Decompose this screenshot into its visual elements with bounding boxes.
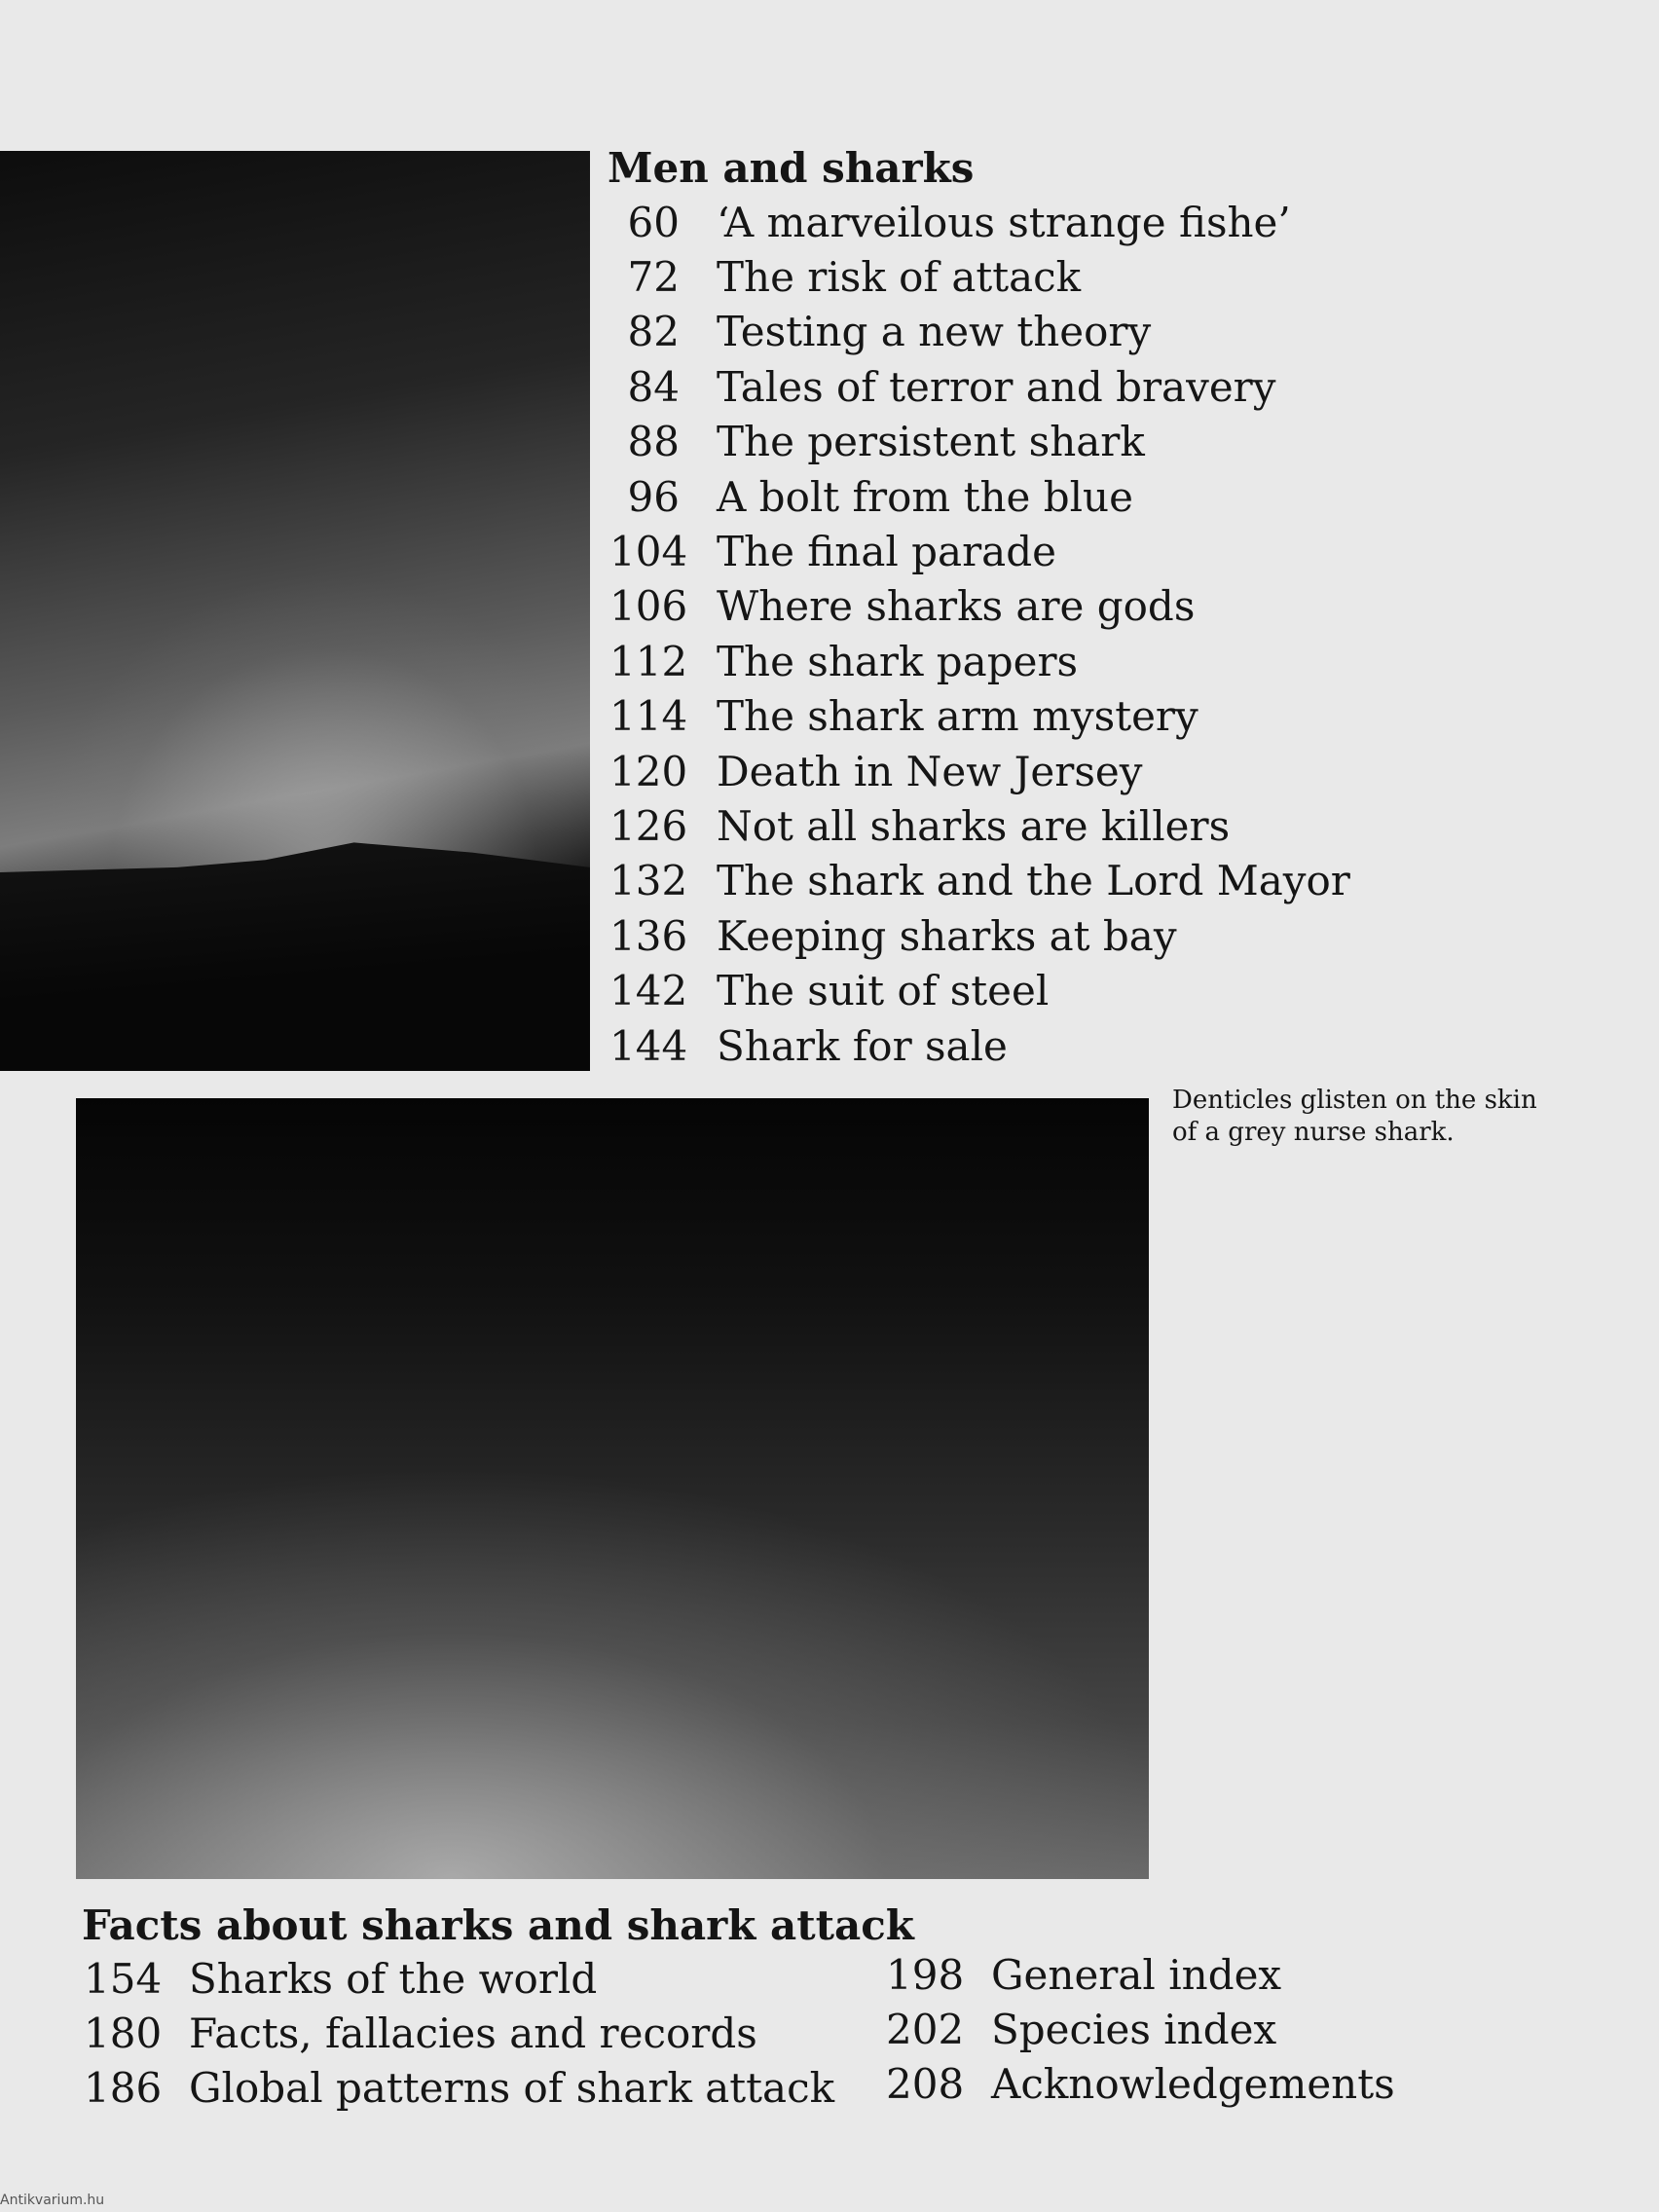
toc-entry <box>609 469 1350 524</box>
entry-title: Keeping sharks at bay <box>717 911 1177 960</box>
toc-entry <box>609 305 1350 359</box>
page-number: 88 <box>627 418 680 466</box>
page-number: 84 <box>627 362 680 411</box>
page-number: 144 <box>609 1021 688 1070</box>
toc-entry <box>609 744 1350 798</box>
toc-entry <box>609 249 1350 304</box>
entry-title: Testing a new theory <box>717 308 1152 356</box>
toc-entry <box>609 524 1350 578</box>
toc-entry <box>886 2002 1395 2056</box>
entry-title: Not all sharks are killers <box>717 801 1231 850</box>
page-number: 104 <box>609 528 688 576</box>
toc-entry <box>609 634 1350 688</box>
toc-entry <box>84 2060 834 2115</box>
photo-shadow-fold <box>0 823 590 1071</box>
page-number: 186 <box>84 2063 163 2112</box>
page-number: 154 <box>84 1954 163 2003</box>
page-number: 112 <box>609 637 688 685</box>
toc-entry <box>84 1951 834 2006</box>
page-number: 180 <box>84 2009 163 2057</box>
toc-entry <box>84 2006 834 2060</box>
toc-entry <box>609 689 1350 744</box>
toc-list-men-and-sharks <box>609 195 1350 1073</box>
entry-title: The shark papers <box>717 637 1079 685</box>
section-heading-men-and-sharks: Men and sharks <box>608 144 975 192</box>
section-heading-facts: Facts about sharks and shark attack <box>82 1901 914 1949</box>
toc-entry <box>609 854 1350 908</box>
entry-title: Global patterns of shark attack <box>189 2063 835 2112</box>
watermark-text: Antikvarium.hu <box>0 2193 105 2208</box>
caption-line: of a grey nurse shark. <box>1172 1118 1455 1147</box>
page-number: 126 <box>609 801 688 850</box>
entry-title: Acknowledgements <box>991 2059 1395 2108</box>
toc-entry <box>609 908 1350 963</box>
entry-title: The shark arm mystery <box>717 692 1198 741</box>
page-number: 82 <box>627 308 680 356</box>
page-number: 114 <box>609 692 688 741</box>
entry-title: The final parade <box>717 528 1056 576</box>
entry-title: The shark and the Lord Mayor <box>717 857 1350 905</box>
toc-entry <box>609 579 1350 634</box>
entry-title: General index <box>991 1950 1282 1999</box>
photo-caption <box>1172 1085 1581 1149</box>
entry-title: Shark for sale <box>717 1021 1008 1070</box>
entry-title: The risk of attack <box>717 253 1082 302</box>
toc-entry <box>886 2056 1395 2111</box>
toc-entry <box>609 359 1350 414</box>
page-number: 208 <box>886 2059 965 2108</box>
entry-title: The suit of steel <box>717 967 1050 1015</box>
page-number: 72 <box>627 253 680 302</box>
toc-entry <box>609 195 1350 249</box>
entry-title: Facts, fallacies and records <box>189 2009 757 2057</box>
entry-title: Death in New Jersey <box>717 747 1143 795</box>
page-number: 132 <box>609 857 688 905</box>
toc-list-facts-right <box>886 1947 1395 2111</box>
entry-title: Species index <box>991 2005 1277 2053</box>
entry-title: Sharks of the world <box>189 1954 598 2003</box>
entry-title: A bolt from the blue <box>717 472 1133 521</box>
page-number: 142 <box>609 967 688 1015</box>
page-number: 120 <box>609 747 688 795</box>
entry-title: Tales of terror and bravery <box>717 362 1276 411</box>
page-number: 136 <box>609 911 688 960</box>
entry-title: Where sharks are gods <box>717 582 1196 631</box>
toc-list-facts-left <box>84 1951 834 2115</box>
page-number: 106 <box>609 582 688 631</box>
toc-entry <box>609 798 1350 853</box>
page-number: 198 <box>886 1950 965 1999</box>
page-number: 202 <box>886 2005 965 2053</box>
toc-entry <box>609 1018 1350 1073</box>
toc-entry <box>886 1947 1395 2002</box>
entry-title: The persistent shark <box>717 418 1145 466</box>
toc-entry <box>609 415 1350 469</box>
shark-skin-photo-top <box>0 151 590 1071</box>
toc-entry <box>609 963 1350 1017</box>
shark-skin-photo-bottom <box>76 1098 1149 1879</box>
page-number: 96 <box>627 472 680 521</box>
page-number: 60 <box>627 198 680 246</box>
entry-title: ‘A marveilous strange fishe’ <box>717 198 1291 246</box>
caption-line: Denticles glisten on the skin <box>1172 1086 1537 1115</box>
